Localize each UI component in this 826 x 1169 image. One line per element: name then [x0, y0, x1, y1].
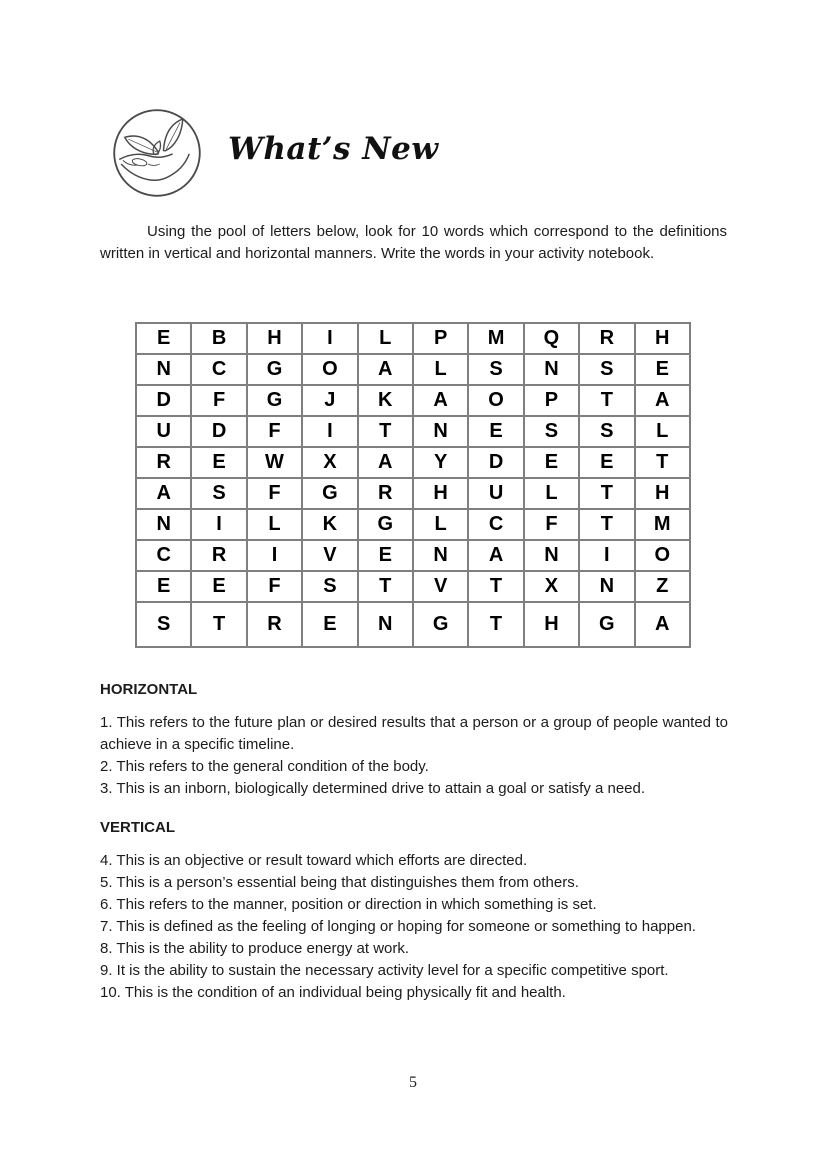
grid-cell: F [247, 571, 302, 602]
definition-item: 3. This is an inborn, biologically determined drive to attain a goal or satisfy a need. [100, 780, 646, 797]
grid-cell: O [302, 354, 357, 385]
grid-cell: T [579, 509, 634, 540]
grid-cell: E [524, 447, 579, 478]
grid-cell: N [413, 540, 468, 571]
grid-cell: E [468, 416, 523, 447]
grid-cell: N [579, 571, 634, 602]
grid-cell: X [302, 447, 357, 478]
grid-cell: L [413, 509, 468, 540]
definition-item: 10. This is the condition of an individual being physically fit and health. [100, 984, 566, 1001]
grid-cell: F [247, 416, 302, 447]
grid-cell: E [358, 540, 413, 571]
grid-cell: R [247, 602, 302, 647]
definition-item: 4. This is an objective or result toward which efforts are directed. [100, 852, 528, 869]
grid-cell: Q [524, 323, 579, 354]
grid-cell: T [358, 571, 413, 602]
grid-cell: L [524, 478, 579, 509]
grid-cell: H [247, 323, 302, 354]
grid-cell: U [136, 416, 191, 447]
grid-cell: N [524, 540, 579, 571]
grid-cell: W [247, 447, 302, 478]
section-heading: VERTICAL [100, 819, 175, 836]
grid-cell: A [635, 385, 690, 416]
letter-grid [135, 322, 691, 648]
grid-cell: E [191, 447, 246, 478]
grid-cell: O [468, 385, 523, 416]
grid-cell: E [579, 447, 634, 478]
grid-cell: H [635, 323, 690, 354]
grid-cell: T [468, 602, 523, 647]
section-vertical [100, 817, 728, 1004]
grid-cell: R [191, 540, 246, 571]
grid-cell: E [635, 354, 690, 385]
grid-cell: N [524, 354, 579, 385]
grid-cell: Z [635, 571, 690, 602]
grid-cell: G [247, 385, 302, 416]
section-heading: HORIZONTAL [100, 681, 198, 698]
grid-cell: X [524, 571, 579, 602]
grid-cell: A [413, 385, 468, 416]
grid-row [136, 509, 690, 540]
grid-cell: D [468, 447, 523, 478]
grid-cell: N [358, 602, 413, 647]
grid-cell: O [635, 540, 690, 571]
grid-cell: S [136, 602, 191, 647]
grid-cell: T [579, 385, 634, 416]
grid-cell: I [247, 540, 302, 571]
hand-holding-seedling-icon [111, 107, 203, 199]
grid-cell: K [358, 385, 413, 416]
grid-cell: A [358, 447, 413, 478]
definition-item: 1. This refers to the future plan or desired results that a person or a group of people wanted to achieve in a specific timeline. [100, 714, 728, 753]
grid-cell: I [579, 540, 634, 571]
grid-cell: S [191, 478, 246, 509]
grid-cell: R [358, 478, 413, 509]
page-title: What’s New [228, 131, 439, 167]
grid-cell: G [358, 509, 413, 540]
grid-cell: C [468, 509, 523, 540]
grid-cell: B [191, 323, 246, 354]
grid-cell: V [302, 540, 357, 571]
section-horizontal [100, 679, 728, 800]
grid-row [136, 416, 690, 447]
grid-cell: S [579, 416, 634, 447]
grid-cell: T [191, 602, 246, 647]
grid-cell: E [191, 571, 246, 602]
grid-cell: K [302, 509, 357, 540]
grid-row [136, 478, 690, 509]
grid-cell: L [247, 509, 302, 540]
grid-cell: P [524, 385, 579, 416]
grid-cell: R [136, 447, 191, 478]
grid-cell: N [413, 416, 468, 447]
grid-cell: E [136, 323, 191, 354]
grid-cell: G [302, 478, 357, 509]
definition-item: 8. This is the ability to produce energy at work. [100, 940, 410, 957]
grid-row [136, 323, 690, 354]
grid-cell: M [635, 509, 690, 540]
section-items [100, 850, 728, 1004]
page-number: 5 [409, 1074, 417, 1091]
grid-cell: P [413, 323, 468, 354]
grid-cell: T [579, 478, 634, 509]
grid-cell: F [247, 478, 302, 509]
grid-cell: A [635, 602, 690, 647]
grid-row [136, 354, 690, 385]
grid-row [136, 540, 690, 571]
grid-cell: A [468, 540, 523, 571]
definitions [100, 679, 728, 1004]
grid-cell: L [635, 416, 690, 447]
grid-cell: F [191, 385, 246, 416]
grid-cell: G [579, 602, 634, 647]
grid-cell: T [635, 447, 690, 478]
grid-cell: N [136, 509, 191, 540]
definition-item: 6. This refers to the manner, position or direction in which something is set. [100, 896, 597, 913]
grid-cell: M [468, 323, 523, 354]
definition-item: 5. This is a person’s essential being that distinguishes them from others. [100, 874, 579, 891]
grid-cell: N [136, 354, 191, 385]
grid-cell: H [635, 478, 690, 509]
grid-cell: L [413, 354, 468, 385]
grid-cell: S [579, 354, 634, 385]
grid-cell: U [468, 478, 523, 509]
definition-item: 2. This refers to the general condition of the body. [100, 758, 429, 775]
grid-cell: E [302, 602, 357, 647]
grid-cell: D [191, 416, 246, 447]
grid-cell: I [302, 416, 357, 447]
grid-cell: H [524, 602, 579, 647]
grid-cell: G [247, 354, 302, 385]
grid-cell: D [136, 385, 191, 416]
grid-row [136, 385, 690, 416]
grid-cell: S [524, 416, 579, 447]
grid-row [136, 602, 690, 647]
definition-item: 7. This is defined as the feeling of longing or hoping for someone or something to happen. [100, 918, 696, 935]
grid-cell: H [413, 478, 468, 509]
grid-cell: F [524, 509, 579, 540]
grid-cell: T [468, 571, 523, 602]
grid-cell: C [136, 540, 191, 571]
grid-cell: V [413, 571, 468, 602]
grid-cell: C [191, 354, 246, 385]
letter-grid-body [136, 323, 690, 647]
grid-cell: Y [413, 447, 468, 478]
grid-row [136, 447, 690, 478]
grid-row [136, 571, 690, 602]
section-items [100, 712, 728, 800]
instructions-paragraph: Using the pool of letters below, look for 10 words which correspond to the definitions written in vertical and horizontal manners. Write the words in your activity notebook. [100, 223, 727, 262]
grid-cell: A [136, 478, 191, 509]
grid-cell: S [468, 354, 523, 385]
grid-cell: A [358, 354, 413, 385]
grid-cell: I [191, 509, 246, 540]
grid-cell: I [302, 323, 357, 354]
grid-cell: T [358, 416, 413, 447]
grid-cell: J [302, 385, 357, 416]
definition-item: 9. It is the ability to sustain the necessary activity level for a specific competitive sport. [100, 962, 669, 979]
grid-cell: L [358, 323, 413, 354]
grid-cell: R [579, 323, 634, 354]
grid-cell: S [302, 571, 357, 602]
grid-cell: E [136, 571, 191, 602]
grid-cell: G [413, 602, 468, 647]
